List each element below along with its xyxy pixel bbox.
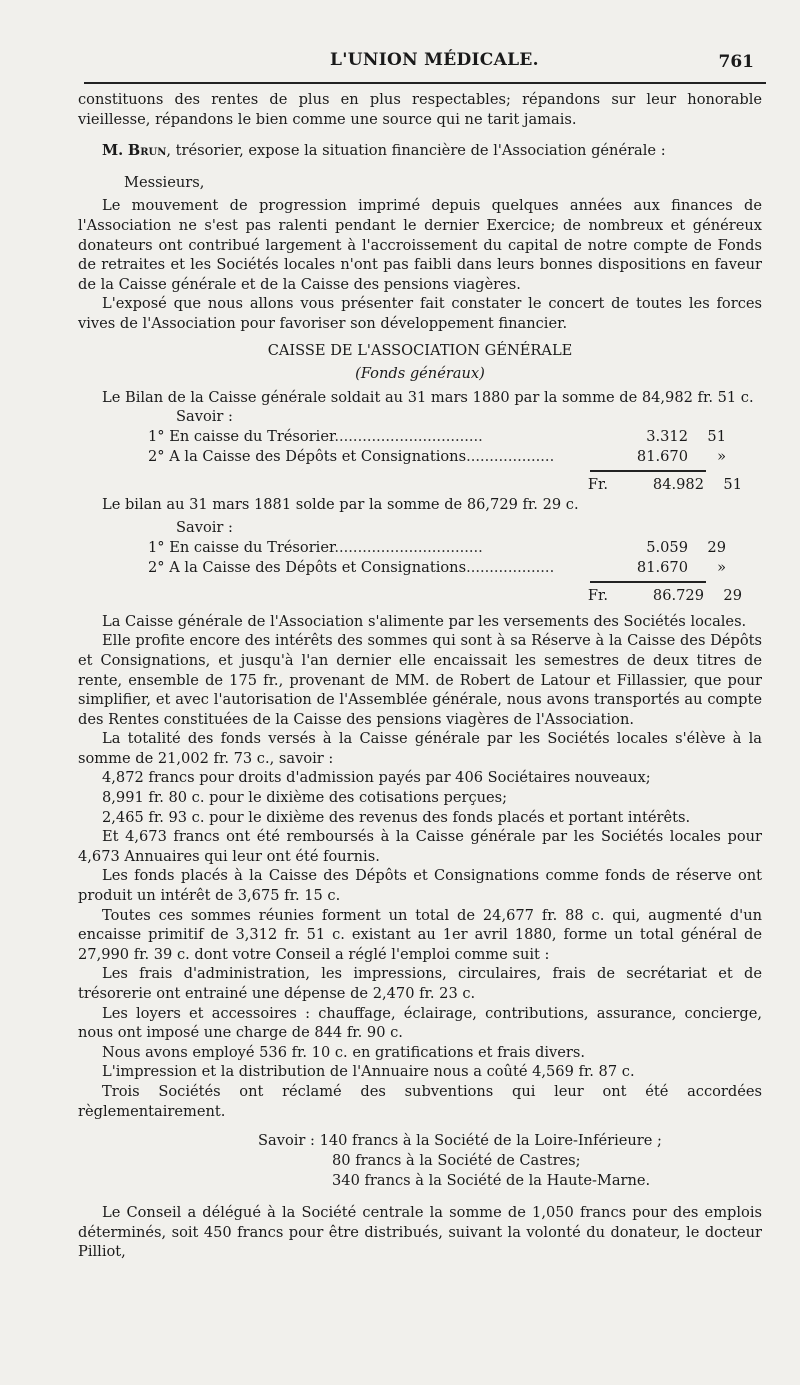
- subsidy-list: [78, 1131, 762, 1191]
- row-amount: 81.670: [636, 448, 688, 466]
- row-cents: 51: [707, 428, 726, 446]
- row-label: 2° A la Caisse des Dépôts et Consignations: [148, 448, 467, 466]
- bilan-1-row: [78, 447, 762, 467]
- page-number: 761: [718, 52, 754, 72]
- row-label: 1° En caisse du Trésorier: [148, 539, 335, 557]
- paragraph-8: Toutes ces sommes réunies forment un total de 24,677 fr. 88 c. qui, augmenté d'un encaisse primitif de 3,312 fr. 51 c. existant au 1er avril 1880, forme un total général de 27,990 fr. 39 c. dont votre Conseil a réglé l'emploi comme suit :: [78, 906, 762, 963]
- total-amount: 86.729: [652, 586, 704, 604]
- speaker-text: , trésorier, expose la situation financière de l'Association générale :: [166, 142, 666, 160]
- paragraph-7: Les fonds placés à la Caisse des Dépôts et Consignations comme fonds de réserve ont produit un intérêt de 3,675 fr. 15 c.: [78, 867, 762, 905]
- bilan-1-savoir: Savoir :: [176, 408, 233, 426]
- total-rule: [590, 470, 706, 472]
- bilan-1-row: [78, 427, 762, 447]
- subsidy-line: Savoir : 140 francs à la Société de la Loire-Inférieure ;: [258, 1132, 662, 1150]
- total-rule: [590, 581, 706, 583]
- bilan-2-savoir: Savoir :: [176, 519, 233, 537]
- bilan-2-row: [78, 558, 762, 578]
- paragraph-6: Et 4,673 francs ont été remboursés à la Caisse générale par les Sociétés locales pour 4,673 Annuaires qui leur ont été fournis.: [78, 828, 762, 865]
- row-amount: 5.059: [646, 539, 688, 557]
- paragraph-10: Les loyers et accessoires : chauffage, éclairage, contributions, assurance, concierge, nous ont imposé une charge de 844 fr. 90 c.: [78, 1004, 762, 1042]
- paragraph-12: L'impression et la distribution de l'Annuaire nous a coûté 4,569 fr. 87 c.: [102, 1063, 635, 1081]
- subsidy-line: 340 francs à la Société de la Haute-Marne.: [332, 1172, 651, 1190]
- total-label: Fr.: [587, 475, 608, 493]
- total-label: Fr.: [587, 586, 608, 604]
- leader-dots: ................................: [334, 539, 483, 557]
- section-subtitle: (Fonds généraux): [355, 364, 485, 382]
- row-cents: »: [717, 448, 726, 466]
- running-header: [78, 44, 762, 74]
- bilan-1-total: [78, 475, 762, 495]
- row-amount: 81.670: [636, 559, 688, 577]
- bilan-1-intro: Le Bilan de la Caisse générale soldait au 31 mars 1880 par la somme de 84,982 fr. 51 c.: [102, 388, 754, 406]
- paragraph-14: Le Conseil a délégué à la Société centrale la somme de 1,050 francs pour des emplois déterminés, soit 450 francs pour être distribués, suivant la volonté du donateur, le docteur Pilliot,: [78, 1204, 762, 1261]
- row-amount: 3.312: [646, 428, 688, 446]
- speaker-name: Brun: [127, 142, 167, 160]
- salutation: Messieurs,: [124, 173, 205, 191]
- section-title: CAISSE DE L'ASSOCIATION GÉNÉRALE: [267, 341, 573, 359]
- row-label: 1° En caisse du Trésorier: [148, 428, 335, 446]
- total-cents: 51: [723, 475, 742, 493]
- subsidy-line: 80 francs à la Société de Castres;: [332, 1152, 581, 1170]
- list-item: 8,991 fr. 80 c. pour le dixième des cotisations perçues;: [102, 789, 508, 807]
- bilan-2-total: [78, 586, 762, 606]
- row-cents: »: [717, 559, 726, 577]
- speaker-line: [78, 141, 762, 161]
- paragraph-3: La Caisse générale de l'Association s'alimente par les versements des Sociétés locales.: [102, 612, 747, 630]
- leader-dots: ................................: [334, 428, 483, 446]
- paragraph-2: L'exposé que nous allons vous présenter fait constater le concert de toutes les forces vives de l'Association pour favoriser son développement financier.: [78, 295, 762, 332]
- total-amount: 84.982: [652, 475, 704, 493]
- leader-dots: ...................: [466, 448, 555, 466]
- list-item: 2,465 fr. 93 c. pour le dixième des revenus des fonds placés et portant intérêts.: [102, 808, 691, 826]
- total-cents: 29: [723, 586, 742, 604]
- paragraph-11: Nous avons employé 536 fr. 10 c. en gratifications et frais divers.: [102, 1043, 586, 1061]
- row-cents: 29: [707, 539, 726, 557]
- bilan-2-intro: Le bilan au 31 mars 1881 solde par la somme de 86,729 fr. 29 c.: [102, 495, 579, 513]
- paragraph-4: Elle profite encore des intérêts des sommes qui sont à sa Réserve à la Caisse des Dépôts et Consignations, et jusqu'à l'an dernier elle encaissait les semestres de deux titres de rente, ensemble de 175 fr., provenant de MM. de Robert de Latour et Fillassier, que pour simplifier, et avec l'autorisation de l'Assemblée générale, nous avons transportés au compte des Rentes constituées de la Caisse des pensions viagères de l'Association.: [78, 632, 762, 728]
- header-rule: [84, 82, 766, 84]
- paragraph-1: Le mouvement de progression imprimé depuis quelques années aux finances de l'Association ne s'est pas ralenti pendant le dernier Exercice; de nombreux et généreux donateurs ont contribué largement à l'accroissement du capital de notre compte de Fonds de retraites et les Sociétés locales n'ont pas faibli dans leurs bonnes dispositions en faveur de la Caisse générale et de la Caisse des pensions viagères.: [78, 197, 762, 293]
- paragraph-13: Trois Sociétés ont réclamé des subventions qui leur ont été accordées règlementairement.: [78, 1082, 762, 1120]
- paragraph-9: Les frais d'administration, les impressions, circulaires, frais de secrétariat et de trésorerie ont entrainé une dépense de 2,470 fr. 23 c.: [78, 965, 762, 1002]
- journal-title: L'UNION MÉDICALE.: [330, 50, 539, 70]
- row-label: 2° A la Caisse des Dépôts et Consignations: [148, 559, 467, 577]
- speaker-prefix: M.: [102, 142, 124, 160]
- leader-dots: ...................: [466, 559, 555, 577]
- bilan-2-row: [78, 538, 762, 558]
- list-item: 4,872 francs pour droits d'admission payés par 406 Sociétaires nouveaux;: [102, 769, 651, 787]
- intro-paragraph: constituons des rentes de plus en plus respectables; répandons sur leur honorable vieillesse, répandons le bien comme une source qui ne tarit jamais.: [78, 91, 762, 128]
- paragraph-5: La totalité des fonds versés à la Caisse générale par les Sociétés locales s'élève à la somme de 21,002 fr. 73 c., savoir :: [78, 730, 762, 767]
